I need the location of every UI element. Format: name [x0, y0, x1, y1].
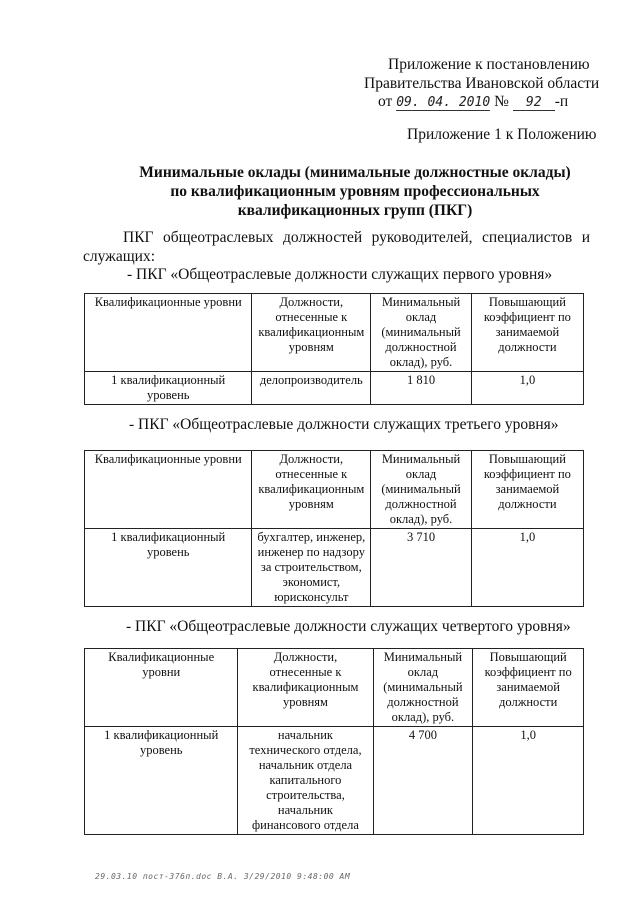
date-prefix: от: [378, 93, 393, 110]
cell-positions: начальник технического отдела, начальник отдела капитального строительства, начальник финансового отдела: [238, 727, 373, 835]
section-3-title: - ПКГ «Общеотраслевые должности служащих четвертого уровня»: [126, 618, 571, 635]
col-header-positions: Должности, отнесенные к квалификационным уровням: [238, 649, 373, 727]
cell-level: 1 квалификационный уровень: [85, 372, 252, 405]
header-line-2: Правительства Ивановской области: [364, 75, 600, 92]
table-header-row: [85, 451, 584, 529]
table-row: [85, 372, 584, 405]
cell-positions: делопроизводитель: [252, 372, 371, 405]
cell-positions: бухгалтер, инженер, инженер по надзору за строительством, экономист, юрисконсульт: [252, 529, 371, 607]
col-header-positions: Должности, отнесенные к квалификационным уровням: [252, 294, 371, 372]
col-header-level: Квалификационные уровни: [85, 649, 238, 727]
cell-coef: 1,0: [471, 529, 583, 607]
footer-file-info: 29.03.10 пост-376п.doc В.А. 3/29/2010 9:48:00 AM: [95, 872, 351, 881]
table-header-row: [85, 294, 584, 372]
cell-salary: 3 710: [371, 529, 472, 607]
header-date-line: [378, 93, 568, 111]
col-header-level: Квалификационные уровни: [85, 451, 252, 529]
col-header-salary: Минимальный оклад (минимальный должностной оклад), руб.: [371, 294, 472, 372]
col-header-coef: Повышающий коэффициент по занимаемой должности: [471, 294, 583, 372]
cell-salary: 1 810: [371, 372, 472, 405]
table-row: [85, 529, 584, 607]
col-header-coef: Повышающий коэффициент по занимаемой должности: [471, 451, 583, 529]
table-section-1: [84, 293, 584, 405]
title-line-3: квалификационных групп (ПКГ): [237, 202, 473, 219]
col-header-level: Квалификационные уровни: [85, 294, 252, 372]
title-line-1: Минимальные оклады (минимальные должностные оклады): [139, 164, 571, 181]
annex-line: Приложение 1 к Положению: [407, 126, 597, 143]
number-suffix: -п: [554, 93, 569, 110]
number-handwritten: 92: [513, 95, 555, 111]
section-2-title: - ПКГ «Общеотраслевые должности служащих третьего уровня»: [129, 416, 559, 433]
section-1-title: - ПКГ «Общеотраслевые должности служащих первого уровня»: [127, 266, 553, 283]
cell-salary: 4 700: [373, 727, 473, 835]
cell-level: 1 квалификационный уровень: [85, 529, 252, 607]
table-section-2: [84, 450, 584, 607]
title-line-2: по квалификационным уровням профессиональных: [170, 183, 540, 200]
col-header-coef: Повышающий коэффициент по занимаемой должности: [473, 649, 584, 727]
table-row: [85, 727, 584, 835]
number-label: №: [494, 93, 509, 110]
col-header-salary: Минимальный оклад (минимальный должностной оклад), руб.: [371, 451, 472, 529]
col-header-positions: Должности, отнесенные к квалификационным уровням: [252, 451, 371, 529]
cell-level: 1 квалификационный уровень: [85, 727, 238, 835]
table-header-row: [85, 649, 584, 727]
table-section-3: [84, 648, 584, 835]
col-header-salary: Минимальный оклад (минимальный должностной оклад), руб.: [373, 649, 473, 727]
date-handwritten: 09. 04. 2010: [396, 95, 491, 110]
header-line-1: Приложение к постановлению: [388, 56, 590, 73]
cell-coef: 1,0: [471, 372, 583, 405]
intro-paragraph: ПКГ общеотраслевых должностей руководителей, специалистов и служащих:: [83, 229, 590, 265]
cell-coef: 1,0: [473, 727, 584, 835]
